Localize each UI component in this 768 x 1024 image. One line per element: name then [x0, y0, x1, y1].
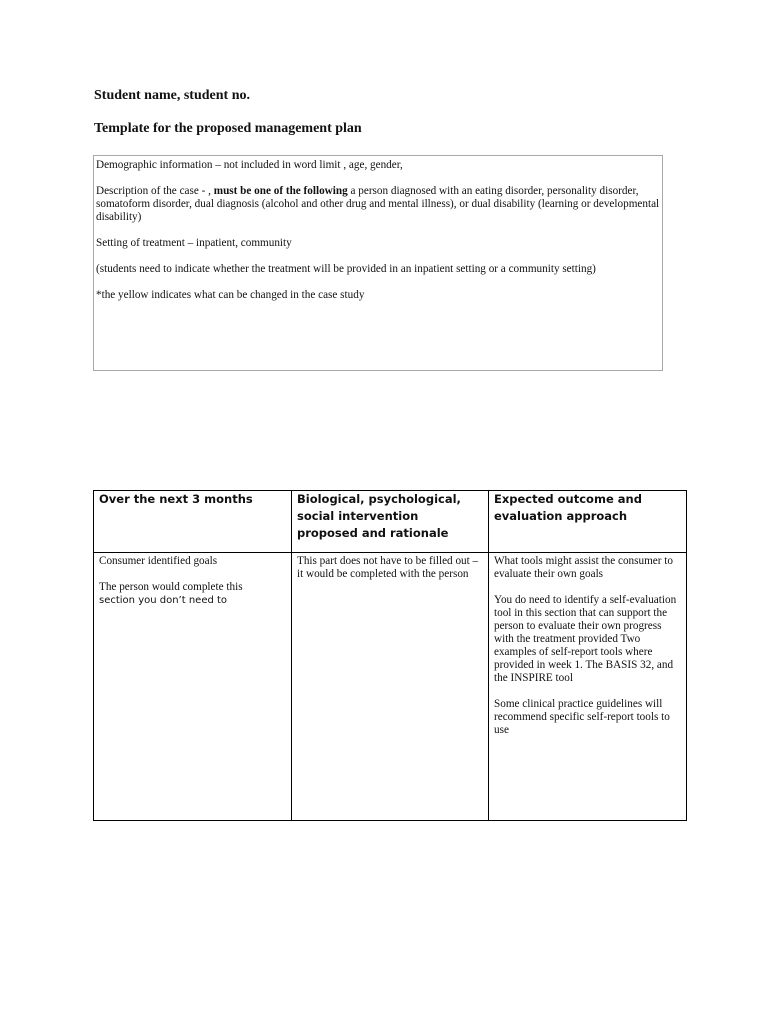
intervention-text: This part does not have to be filled out – it would be completed with the person: [297, 555, 479, 580]
case-info-box: [93, 155, 663, 371]
student-name-line: Student name, student no.: [94, 88, 250, 103]
table-row: [94, 553, 687, 821]
management-plan-table: [93, 490, 687, 821]
template-title: Template for the proposed management plan: [94, 121, 362, 136]
header-timeframe: Over the next 3 months: [94, 491, 292, 553]
person-complete-text: [99, 581, 286, 607]
intervention-cell: [292, 553, 489, 821]
description-rest: a person diagnosed with an eating disorder, personality disorder, somatoform disorder, dual diagnosis (alcohol and other drug and mental illness), or dual disability (learning or developmental disability): [96, 185, 660, 223]
person-complete-line-2: section you don’t need to: [99, 595, 228, 606]
consumer-goals-text: Consumer identified goals: [99, 555, 218, 567]
description-emphasis: must be one of the following: [213, 185, 348, 197]
tools-text: What tools might assist the consumer to evaluate their own goals: [494, 555, 673, 580]
demographic-info: Demographic information – not included in word limit , age, gender,: [96, 159, 403, 171]
self-eval-text: You do need to identify a self-evaluation tool in this section that can support the person to evaluate their own progress with the treatment provided Two examples of self-report tools where provided in week 1. The BASIS 32, and the INSPIRE tool: [494, 594, 677, 684]
description-prefix: Description of the case - ,: [96, 185, 214, 197]
outcome-cell: [489, 553, 687, 821]
case-description: [96, 185, 660, 224]
person-complete-line-1: The person would complete this: [99, 581, 243, 593]
table-header-row: [94, 491, 687, 553]
header-outcome: Expected outcome and evaluation approach: [489, 491, 687, 553]
students-note: (students need to indicate whether the treatment will be provided in an inpatient setting or a community setting): [96, 263, 596, 275]
guidelines-text: Some clinical practice guidelines will recommend specific self-report tools to use: [494, 698, 670, 736]
goals-cell: [94, 553, 292, 821]
header-intervention: Biological, psychological, social intervention proposed and rationale: [292, 491, 489, 553]
treatment-setting: Setting of treatment – inpatient, community: [96, 237, 292, 249]
yellow-note: *the yellow indicates what can be changed in the case study: [96, 289, 365, 301]
